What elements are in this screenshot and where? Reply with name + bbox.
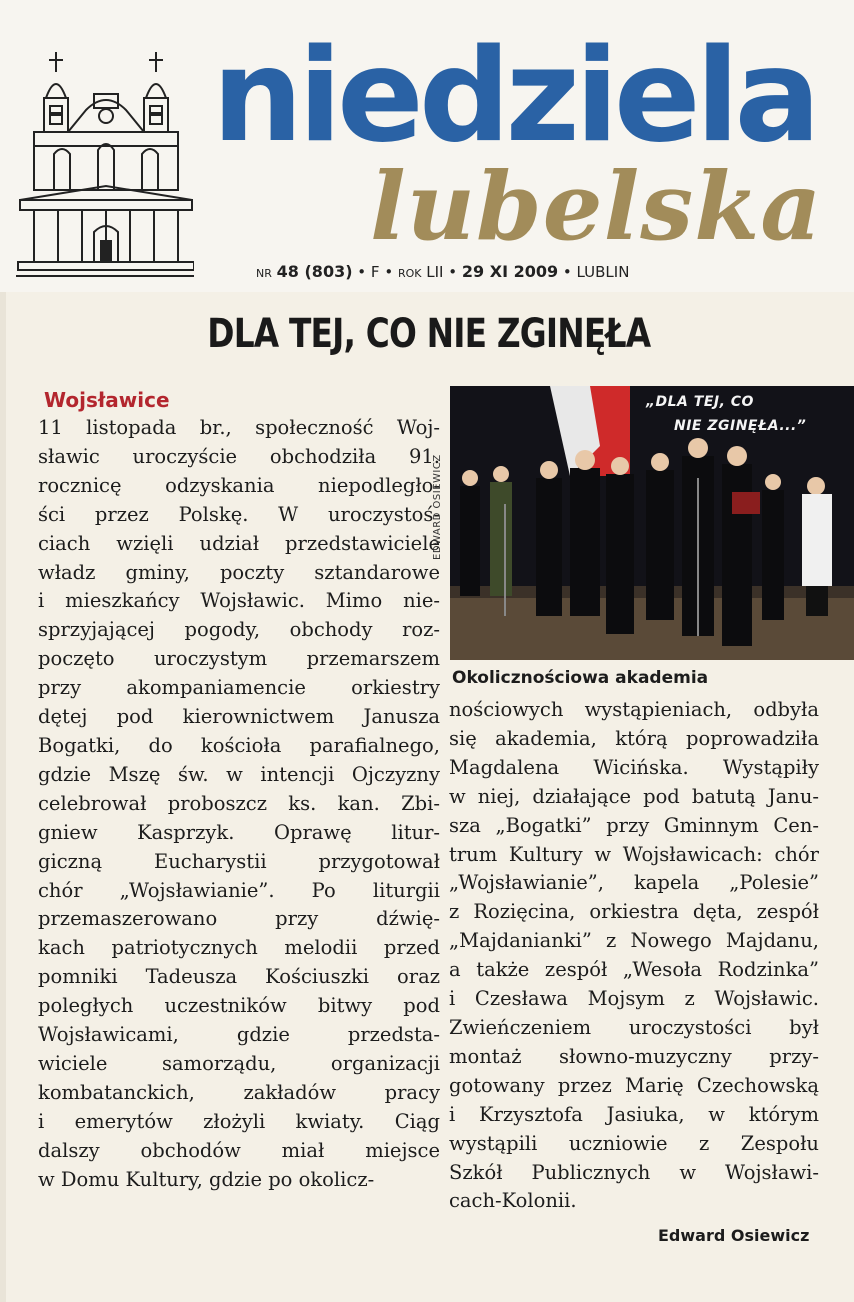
- text-line: kach patriotycznych melodii przed: [38, 936, 440, 960]
- page-edge: [0, 292, 6, 1302]
- text-line: przy akompaniamencie orkiestry: [38, 676, 440, 700]
- issue-number: 48 (803): [276, 262, 353, 281]
- text-line: „Majdanianki” z Nowego Majdanu,: [449, 929, 819, 953]
- text-line: Magdalena Wicińska. Wystąpiły: [449, 755, 819, 779]
- text-line: poległych uczestników bitwy pod: [38, 994, 440, 1018]
- text-line: wiciele samorządu, organizacji: [38, 1051, 440, 1075]
- text-line: kombatanckich, zakładów pracy: [38, 1080, 440, 1104]
- text-line: w Domu Kultury, gdzie po okolicz-: [38, 1167, 375, 1191]
- left-column-text: [38, 414, 440, 1194]
- text-line: nościowych wystąpieniach, odbyła: [449, 698, 819, 721]
- article-column-right: [449, 696, 819, 1216]
- photo-banner-line2: NIE ZGINĘŁA...”: [674, 418, 807, 434]
- text-line: dalszy obchodów miał miejsce: [38, 1138, 440, 1162]
- text-line: Bogatki, do kościoła parafialnego,: [38, 733, 440, 757]
- text-line: cach-Kolonii.: [449, 1189, 577, 1213]
- text-line: gniew Kasprzyk. Oprawę litur-: [38, 820, 440, 844]
- text-line: gdzie Mszę św. w intencji Ojczyzny: [38, 762, 440, 786]
- masthead: [0, 0, 854, 292]
- article-headline: DLA TEJ, CO NIE ZGINĘŁA: [207, 311, 651, 357]
- text-line: przemaszerowano przy dźwię-: [38, 907, 440, 931]
- text-line: celebrował proboszcz ks. kan. Zbi-: [38, 791, 440, 815]
- issue-rok: LII: [426, 263, 444, 281]
- text-line: w niej, działające pod batutą Janu-: [449, 784, 819, 808]
- text-line: Zwieńczeniem uroczystości był: [449, 1015, 819, 1039]
- text-line: trum Kultury w Wojsławicach: chór: [449, 842, 819, 866]
- text-line: się akademia, którą poprowadziła: [449, 726, 819, 750]
- text-line: z Rozięcina, orkiestra dęta, zespół: [449, 900, 819, 924]
- text-line: sławic uroczyście obchodziła 91.: [38, 444, 440, 468]
- article-author: Edward Osiewicz: [658, 1226, 810, 1245]
- text-line: ści przez Polskę. W uroczystoś-: [38, 502, 440, 526]
- text-line: i Krzysztofa Jasiuka, w którym: [449, 1102, 819, 1126]
- article-column-left: [38, 386, 440, 1194]
- issue-date: 29 XI 2009: [461, 262, 559, 281]
- text-line: montaż słowno-muzyczny przy-: [449, 1044, 819, 1068]
- text-line: chór „Wojsławianie”. Po liturgii: [38, 878, 440, 902]
- text-line: i Czesława Mojsym z Wojsławic.: [449, 987, 819, 1011]
- text-line: pomniki Tadeusza Kościuszki oraz: [38, 965, 440, 989]
- photo-banner: [640, 390, 850, 438]
- photo-banner-line1: „DLA TEJ, CO: [646, 394, 754, 410]
- text-line: gotowany przez Marię Czechowską: [449, 1073, 819, 1097]
- text-line: Szkół Publicznych w Wojsławi-: [449, 1160, 819, 1184]
- text-line: ciach wzięli udział przedstawiciele: [38, 531, 440, 555]
- text-line: dętej pod kierownictwem Janusza: [38, 705, 440, 729]
- text-line: „Wojsławianie”, kapela „Polesie”: [449, 871, 819, 895]
- photo-credit: EDWARD OSIEWICZ: [432, 454, 443, 560]
- photo-caption: Okolicznościowa akademia: [452, 668, 709, 688]
- right-column-text: [449, 696, 819, 1216]
- text-line: poczęto uroczystym przemarszem: [38, 647, 440, 671]
- text-line: rocznicę odzyskania niepodległo-: [38, 473, 440, 497]
- text-line: Wojsławicami, gdzie przedsta-: [38, 1023, 440, 1047]
- text-line: wystąpili uczniowie z Zespołu: [449, 1131, 819, 1155]
- church-sketch-icon: [16, 50, 194, 282]
- text-line: sza „Bogatki” przy Gminnym Cen-: [449, 813, 819, 837]
- text-line: giczną Eucharystii przygotował: [38, 849, 440, 873]
- masthead-subtitle: lubelska: [370, 152, 823, 262]
- masthead-title: niedziela: [212, 22, 816, 171]
- article-dateline: Wojsławice: [44, 388, 170, 412]
- issue-city: LUBLIN: [576, 263, 630, 281]
- issue-nr-prefix: NR: [256, 267, 272, 280]
- issue-rok-prefix: ROK: [397, 267, 422, 280]
- issue-line: NR 48 (803) • F • ROK LII • 29 XI 2009 • LUBLIN: [256, 262, 630, 281]
- text-line: 11 listopada br., społeczność Woj-: [38, 416, 440, 439]
- text-line: i mieszkańcy Wojsławic. Mimo nie-: [38, 589, 440, 613]
- issue-edition: F: [370, 263, 380, 281]
- text-line: sprzyjającej pogody, obchody roz-: [38, 618, 440, 642]
- text-line: władz gminy, poczty sztandarowe: [38, 560, 440, 584]
- text-line: i emerytów złożyli kwiaty. Ciąg: [38, 1109, 440, 1133]
- text-line: a także zespół „Wesoła Rodzinka”: [449, 958, 819, 982]
